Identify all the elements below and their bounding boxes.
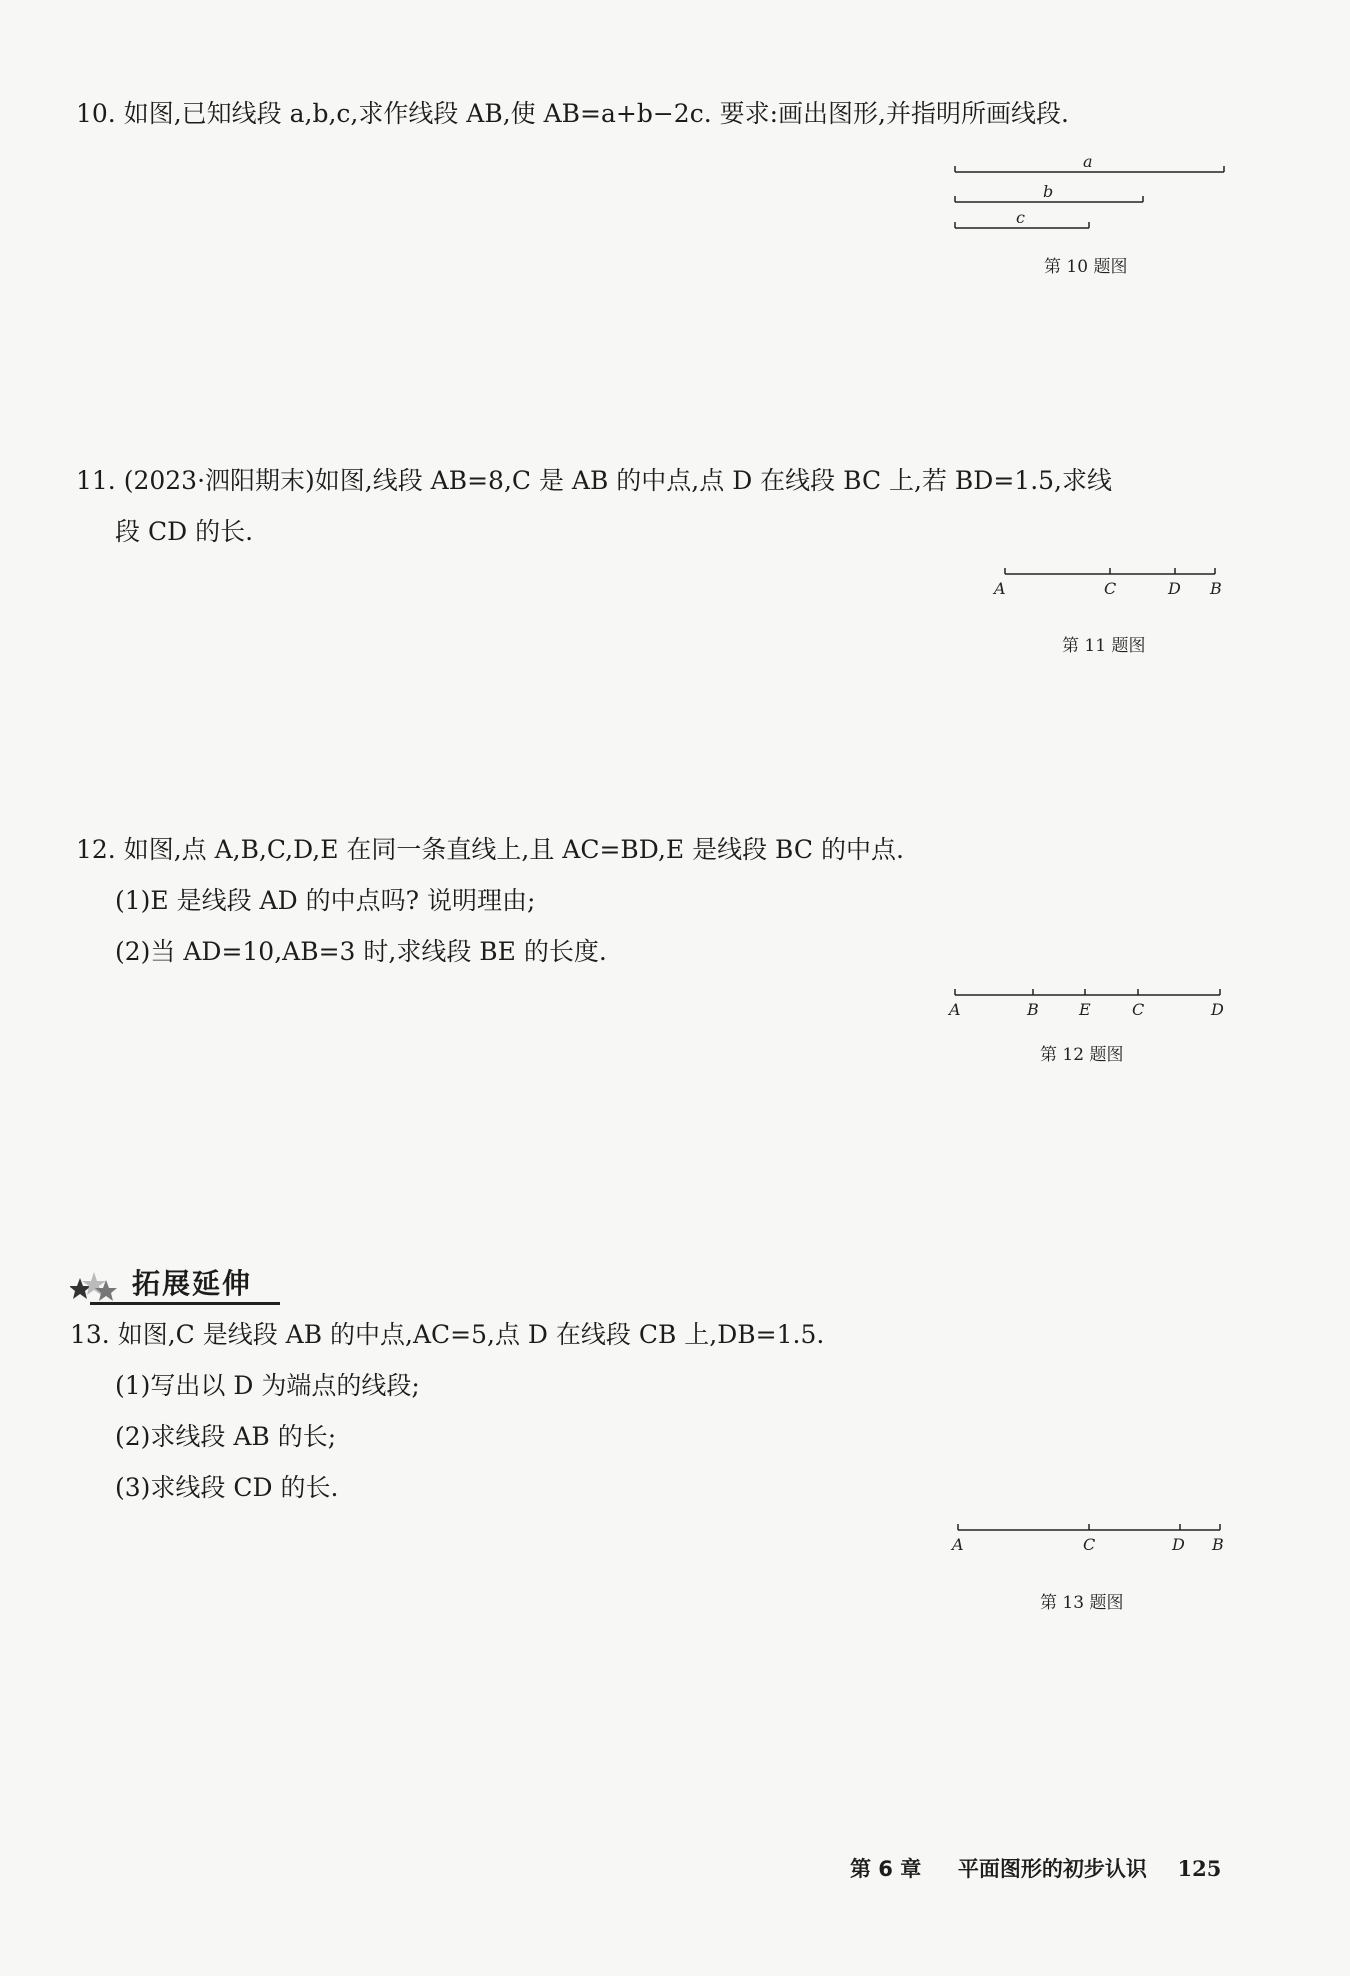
q11-text-line2: 段 CD 的长. xyxy=(115,517,254,546)
section-heading xyxy=(70,1258,280,1302)
label-A: A xyxy=(949,1000,961,1019)
q13-part3: (3)求线段 CD 的长. xyxy=(115,1473,339,1502)
q13-part2: (2)求线段 AB 的长; xyxy=(115,1422,337,1451)
stars-icon xyxy=(70,1270,130,1306)
q13-caption: 第 13 题图 xyxy=(1040,1593,1124,1613)
page-footer xyxy=(850,1853,1221,1883)
section-underline xyxy=(90,1302,280,1305)
page-number: 125 xyxy=(1177,1856,1222,1881)
q11-text-line1: 11. (2023·泗阳期末)如图,线段 AB=8,C 是 AB 的中点,点 D 在线段 BC 上,若 BD=1.5,求线 xyxy=(76,466,1113,495)
q13-part1: (1)写出以 D 为端点的线段; xyxy=(115,1371,420,1400)
label-A: A xyxy=(994,579,1006,598)
q11-figure xyxy=(990,564,1230,604)
q10-figure xyxy=(950,148,1230,233)
q10-caption: 第 10 题图 xyxy=(1044,257,1128,277)
q12-part2: (2)当 AD=10,AB=3 时,求线段 BE 的长度. xyxy=(115,937,607,966)
q12-caption: 第 12 题图 xyxy=(1040,1045,1124,1065)
label-D: D xyxy=(1211,1000,1224,1019)
label-C: C xyxy=(1083,1535,1096,1554)
chapter-number: 第 6 章 xyxy=(850,1857,922,1881)
label-E: E xyxy=(1079,1000,1091,1019)
q13-figure xyxy=(948,1520,1238,1560)
q10-text: 10. 如图,已知线段 a,b,c,求作线段 AB,使 AB=a+b−2c. 要求:画出图形,并指明所画线段. xyxy=(76,99,1069,128)
label-b: b xyxy=(1043,182,1054,201)
q12-part1: (1)E 是线段 AD 的中点吗? 说明理由; xyxy=(115,886,536,915)
label-C: C xyxy=(1132,1000,1145,1019)
label-D: D xyxy=(1168,579,1181,598)
chapter-title: 平面图形的初步认识 xyxy=(957,1857,1147,1881)
label-B: B xyxy=(1027,1000,1039,1019)
q12-figure xyxy=(945,985,1235,1025)
label-C: C xyxy=(1104,579,1117,598)
label-A: A xyxy=(952,1535,964,1554)
label-a: a xyxy=(1083,152,1093,171)
label-B: B xyxy=(1212,1535,1224,1554)
q12-text: 12. 如图,点 A,B,C,D,E 在同一条直线上,且 AC=BD,E 是线段 BC 的中点. xyxy=(76,835,904,864)
q13-text: 13. 如图,C 是线段 AB 的中点,AC=5,点 D 在线段 CB 上,DB=1.5. xyxy=(70,1320,825,1349)
q11-caption: 第 11 题图 xyxy=(1062,636,1146,656)
label-c: c xyxy=(1016,208,1025,227)
label-B: B xyxy=(1210,579,1222,598)
label-D: D xyxy=(1172,1535,1185,1554)
section-title: 拓展延伸 xyxy=(132,1267,253,1300)
